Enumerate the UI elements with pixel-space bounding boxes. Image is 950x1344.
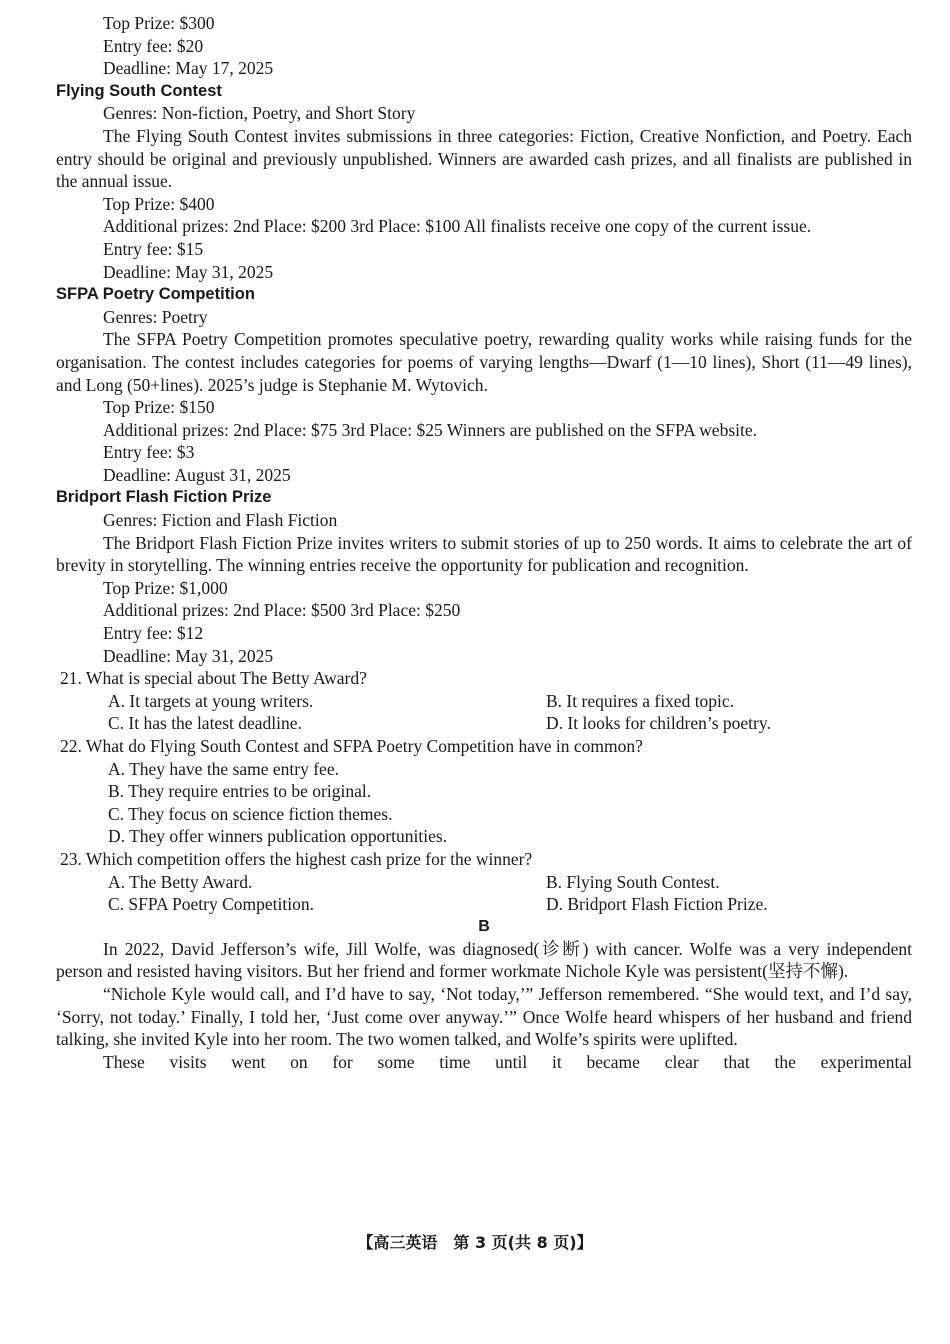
contest-title: Flying South Contest (56, 81, 222, 100)
contest-description: The Flying South Contest invites submissions in three categories: Fiction, Creative Nonfiction, and Poetry. Each entry should be original and previously unpublished. Winners are awarded cash prizes, and all finalists are published in the annual issue. (56, 125, 912, 192)
entry-fee: Entry fee: $20 (103, 35, 204, 56)
deadline: Deadline: May 31, 2025 (103, 261, 274, 282)
entry-fee: Entry fee: $3 (103, 442, 195, 463)
question-stem: 22. What do Flying South Contest and SFPA Poetry Competition have in common? (60, 736, 643, 756)
question-stem: 21. What is special about The Betty Award? (60, 668, 367, 689)
option-a: A. The Betty Award. (108, 871, 253, 892)
option-d: D. Bridport Flash Fiction Prize. (546, 894, 768, 915)
contest-genres: Genres: Fiction and Flash Fiction (103, 510, 338, 531)
contest-sfpa-poetry (56, 283, 912, 486)
option-b: B. Flying South Contest. (546, 871, 720, 892)
contest-genres: Genres: Non-fiction, Poetry, and Short Story (103, 103, 416, 124)
option-c: C. They focus on science fiction themes. (108, 803, 393, 824)
entry-fee: Entry fee: $15 (103, 238, 204, 259)
option-row (56, 690, 912, 713)
contest-bridport-flash (56, 486, 912, 667)
entry-fee: Entry fee: $12 (103, 623, 204, 644)
option-row (56, 712, 912, 735)
previous-contest-details (56, 12, 912, 80)
question-21 (56, 667, 912, 735)
deadline: Deadline: May 31, 2025 (103, 645, 274, 666)
passage-paragraph: “Nichole Kyle would call, and I’d have to say, ‘Not today,’” Jefferson remembered. “She would text, and I’d say, ‘Sorry, not today.’ Finally, I told her, ‘Just come over anyway.’” Once Wolfe heard whispers of her husband and friend talking, she invited Kyle into her room. The two women talked, and Wolfe’s spirits were uplifted. (56, 983, 912, 1050)
additional-prizes: Additional prizes: 2nd Place: $200 3rd Place: $100 All finalists receive one copy of the current issue. (103, 216, 812, 237)
additional-prizes: Additional prizes: 2nd Place: $500 3rd Place: $250 (103, 600, 461, 621)
top-prize: Top Prize: $150 (103, 397, 215, 418)
option-d: D. They offer winners publication opportunities. (108, 826, 448, 847)
option-b: B. They require entries to be original. (108, 781, 372, 802)
option-a: A. They have the same entry fee. (108, 758, 339, 779)
contest-flying-south (56, 80, 912, 283)
contest-description: The Bridport Flash Fiction Prize invites writers to submit stories of up to 250 words. It aims to celebrate the art of brevity in storytelling. The winning entries receive the opportunity for publication and recognition. (56, 532, 912, 576)
passage-paragraph: These visits went on for some time until it became clear that the experimental (103, 1051, 912, 1072)
passage-paragraph: In 2022, David Jefferson’s wife, Jill Wolfe, was diagnosed(诊断) with cancer. Wolfe was a very independent person and resisted having visitors. But her friend and former workmate Nichole Kyle was persistent(坚持不懈). (56, 938, 912, 982)
option-row (56, 871, 912, 894)
option-a: A. It targets at young writers. (108, 690, 314, 711)
option-b: B. It requires a fixed topic. (546, 690, 735, 711)
option-row (56, 893, 912, 916)
page-footer: 【高三英语 第 3 页(共 8 页)】 (357, 1233, 593, 1252)
question-23 (56, 848, 912, 916)
question-stem: 23. Which competition offers the highest cash prize for the winner? (60, 848, 533, 869)
deadline: Deadline: August 31, 2025 (103, 464, 291, 485)
section-heading: B (478, 917, 490, 935)
contest-genres: Genres: Poetry (103, 306, 208, 327)
contest-title: SFPA Poetry Competition (56, 285, 255, 304)
question-22 (56, 735, 912, 848)
contest-title: Bridport Flash Fiction Prize (56, 488, 272, 507)
option-c: C. SFPA Poetry Competition. (108, 894, 315, 915)
contest-description: The SFPA Poetry Competition promotes speculative poetry, rewarding quality works while raising funds for the organisation. The contest includes categories for poems of varying lengths—Dwarf (1—10 lines), Short (11—49 lines), and Long (50+lines). 2025’s judge is Stephanie M. Wytovich. (56, 329, 912, 395)
page-content (56, 12, 912, 1073)
passage-b (56, 938, 912, 1074)
deadline: Deadline: May 17, 2025 (103, 58, 274, 79)
option-c: C. It has the latest deadline. (108, 713, 302, 734)
top-prize: Top Prize: $1,000 (103, 577, 228, 598)
additional-prizes: Additional prizes: 2nd Place: $75 3rd Place: $25 Winners are published on the SFPA website. (103, 419, 758, 440)
option-d: D. It looks for children’s poetry. (546, 713, 771, 734)
top-prize: Top Prize: $300 (103, 13, 215, 33)
top-prize: Top Prize: $400 (103, 193, 215, 214)
